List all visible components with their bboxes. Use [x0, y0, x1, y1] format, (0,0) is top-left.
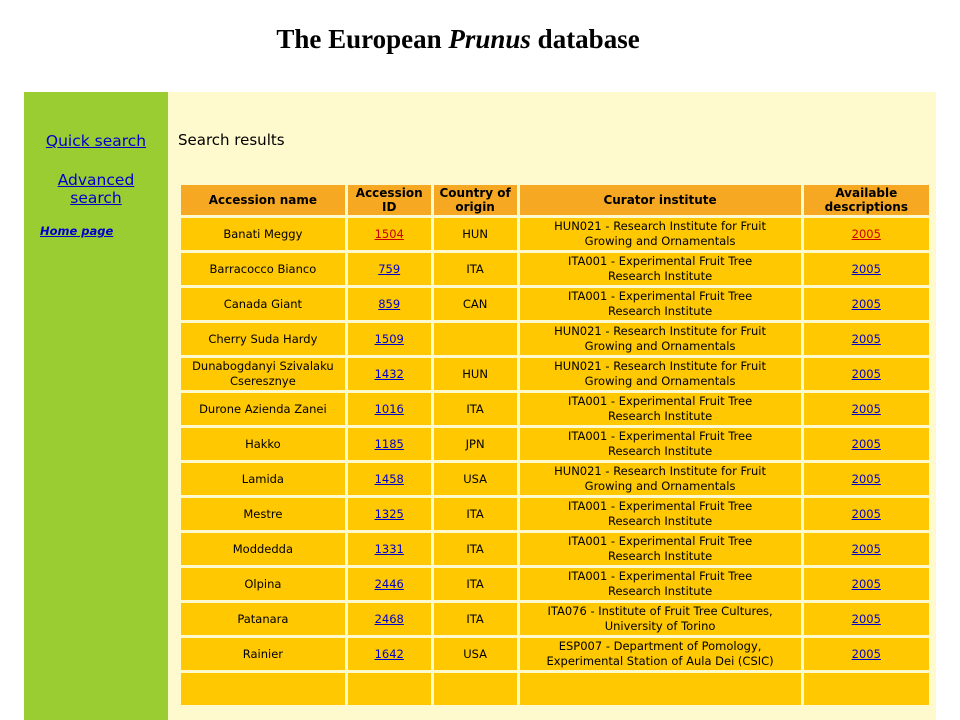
cell-descriptions [804, 603, 929, 635]
cell-accession-id [348, 393, 431, 425]
cell-accession-id [348, 533, 431, 565]
cell-descriptions [804, 288, 929, 320]
header-accession-id [348, 185, 431, 215]
cell-country: USA [434, 463, 517, 495]
curator-line1: ITA001 - Experimental Fruit Tree [567, 569, 753, 583]
accession-id-link[interactable]: 1432 [374, 366, 404, 381]
description-link[interactable]: 2005 [851, 506, 881, 521]
cell-descriptions [804, 323, 929, 355]
cell-country: ITA [434, 498, 517, 530]
cell-accession-name [181, 428, 345, 460]
cell-accession-name [181, 673, 345, 705]
table-row [181, 218, 929, 250]
cell-country: CAN [434, 288, 517, 320]
cell-country: JPN [434, 428, 517, 460]
curator-line2: Research Institute [607, 514, 713, 528]
table-row [181, 393, 929, 425]
browser-page-frame [24, 92, 936, 720]
cell-accession-name [181, 253, 345, 285]
cell-accession-id [348, 323, 431, 355]
advanced-search-line2: search [70, 189, 122, 207]
cell-accession-name [181, 603, 345, 635]
cell-country: ITA [434, 603, 517, 635]
accession-name-line1: Durone Azienda Zanei [199, 401, 327, 416]
cell-accession-name [181, 288, 345, 320]
table-row [181, 603, 929, 635]
curator-line1: ITA001 - Experimental Fruit Tree [567, 499, 753, 513]
description-link[interactable]: 2005 [851, 331, 881, 346]
home-page-link[interactable]: Home page [40, 224, 114, 238]
cell-descriptions [804, 638, 929, 670]
table-row [181, 568, 929, 600]
curator-line1: ESP007 - Department of Pomology, [558, 639, 762, 653]
header-descriptions [804, 185, 929, 215]
cell-curator [520, 498, 801, 530]
curator-line2: Research Institute [607, 584, 713, 598]
table-row [181, 673, 929, 705]
table-row [181, 253, 929, 285]
cell-country: ITA [434, 533, 517, 565]
sidebar [24, 92, 168, 720]
cell-curator [520, 358, 801, 390]
cell-descriptions [804, 393, 929, 425]
accession-name-line2: Cseresznye [229, 374, 296, 388]
cell-descriptions [804, 253, 929, 285]
curator-line2: Growing and Ornamentals [584, 234, 736, 248]
header-curator: Curator institute [520, 185, 801, 215]
cell-descriptions [804, 358, 929, 390]
curator-line1: ITA076 - Institute of Fruit Tree Cultures, [547, 604, 773, 618]
description-link[interactable]: 2005 [851, 296, 881, 311]
cell-accession-id [348, 253, 431, 285]
quick-search-link[interactable]: Quick search [45, 132, 147, 150]
cell-descriptions [804, 428, 929, 460]
cell-descriptions [804, 533, 929, 565]
table-row [181, 638, 929, 670]
cell-curator [520, 253, 801, 285]
description-link[interactable]: 2005 [851, 226, 881, 241]
title-prefix: The European [276, 24, 449, 54]
table-row [181, 288, 929, 320]
cell-curator [520, 603, 801, 635]
accession-id-link[interactable]: 1504 [374, 226, 404, 241]
cell-accession-name [181, 533, 345, 565]
cell-accession-name [181, 638, 345, 670]
cell-accession-id [348, 358, 431, 390]
cell-curator [520, 533, 801, 565]
cell-country: ITA [434, 568, 517, 600]
description-link[interactable]: 2005 [851, 366, 881, 381]
cell-descriptions [804, 568, 929, 600]
table-row [181, 498, 929, 530]
search-results-heading: Search results [178, 131, 285, 149]
cell-country: ITA [434, 393, 517, 425]
cell-country: HUN [434, 218, 517, 250]
accession-id-link[interactable]: 2446 [374, 576, 404, 591]
cell-accession-id [348, 428, 431, 460]
header-accession-name: Accession name [181, 185, 345, 215]
accession-id-link[interactable]: 1325 [374, 506, 404, 521]
cell-curator [520, 428, 801, 460]
curator-line1: ITA001 - Experimental Fruit Tree [567, 429, 753, 443]
cell-curator [520, 673, 801, 705]
description-link[interactable]: 2005 [851, 261, 881, 276]
accession-name-line1: Barracocco Bianco [209, 261, 317, 276]
curator-line1: ITA001 - Experimental Fruit Tree [567, 534, 753, 548]
cell-country: ITA [434, 253, 517, 285]
header-desc-line2: descriptions [824, 200, 908, 214]
curator-line1: HUN021 - Research Institute for Fruit [554, 324, 766, 338]
title-italic: Prunus [448, 24, 531, 54]
cell-country: HUN [434, 358, 517, 390]
cell-accession-name [181, 393, 345, 425]
accession-id-link[interactable]: 1642 [374, 646, 404, 661]
curator-line2: Experimental Station of Aula Dei (CSIC) [546, 654, 774, 668]
accession-id-link[interactable]: 1509 [374, 331, 404, 346]
curator-line2: Growing and Ornamentals [584, 374, 736, 388]
accession-id-link[interactable]: 1185 [374, 436, 404, 451]
cell-accession-id [348, 463, 431, 495]
cell-accession-name [181, 218, 345, 250]
accession-id-link[interactable]: 2468 [374, 611, 404, 626]
cell-country [434, 673, 517, 705]
description-link[interactable]: 2005 [851, 611, 881, 626]
main-content [168, 92, 936, 720]
accession-name-line1: Mestre [243, 506, 283, 521]
accession-name-line1: Moddedda [232, 541, 294, 556]
curator-line1: ITA001 - Experimental Fruit Tree [567, 394, 753, 408]
header-id-line1: Accession [355, 186, 423, 200]
cell-descriptions [804, 498, 929, 530]
description-link[interactable]: 2005 [851, 576, 881, 591]
table-row [181, 428, 929, 460]
header-country-line2: origin [455, 200, 495, 214]
curator-line2: Research Institute [607, 304, 713, 318]
cell-descriptions [804, 673, 929, 705]
curator-line2: Research Institute [607, 409, 713, 423]
accession-id-link[interactable]: 1331 [374, 541, 404, 556]
accession-name-line1: Cherry Suda Hardy [208, 331, 318, 346]
cell-curator [520, 218, 801, 250]
accession-id-link[interactable]: 1016 [374, 401, 404, 416]
cell-curator [520, 568, 801, 600]
slide-title [0, 24, 916, 55]
table-row [181, 463, 929, 495]
cell-curator [520, 393, 801, 425]
description-link[interactable]: 2005 [851, 401, 881, 416]
accession-name-line1: Patanara [237, 611, 289, 626]
curator-line2: Research Institute [607, 269, 713, 283]
curator-line2: University of Torino [604, 619, 716, 633]
curator-line1: HUN021 - Research Institute for Fruit [554, 464, 766, 478]
curator-line2: Research Institute [607, 549, 713, 563]
table-row [181, 323, 929, 355]
cell-accession-id [348, 673, 431, 705]
description-link[interactable]: 2005 [851, 436, 881, 451]
cell-accession-id [348, 498, 431, 530]
description-link[interactable]: 2005 [851, 471, 881, 486]
cell-descriptions [804, 463, 929, 495]
cell-accession-id [348, 603, 431, 635]
accession-id-link[interactable]: 1458 [374, 471, 404, 486]
accession-name-line1: Lamida [241, 471, 284, 486]
cell-accession-id [348, 638, 431, 670]
table-header-row [181, 185, 929, 215]
cell-accession-name [181, 323, 345, 355]
accession-id-link[interactable]: 759 [378, 261, 401, 276]
cell-accession-id [348, 288, 431, 320]
cell-accession-name [181, 568, 345, 600]
header-country [434, 185, 517, 215]
cell-curator [520, 638, 801, 670]
curator-line2: Growing and Ornamentals [584, 479, 736, 493]
header-id-line2: ID [381, 200, 397, 214]
curator-line1: HUN021 - Research Institute for Fruit [554, 219, 766, 233]
accession-id-link[interactable]: 859 [378, 296, 401, 311]
curator-line1: HUN021 - Research Institute for Fruit [554, 359, 766, 373]
cell-accession-id [348, 568, 431, 600]
curator-line2: Growing and Ornamentals [584, 339, 736, 353]
table-row [181, 358, 929, 390]
accession-name-line1: Canada Giant [223, 296, 303, 311]
cell-accession-name [181, 358, 345, 390]
cell-country: USA [434, 638, 517, 670]
curator-line1: ITA001 - Experimental Fruit Tree [567, 289, 753, 303]
header-country-line1: Country of [439, 186, 511, 200]
accession-name-line1: Hakko [245, 436, 281, 451]
description-link[interactable]: 2005 [851, 646, 881, 661]
cell-descriptions [804, 218, 929, 250]
accession-name-line1: Banati Meggy [223, 226, 303, 241]
accession-name-line1: Rainier [242, 646, 284, 661]
description-link[interactable]: 2005 [851, 541, 881, 556]
cell-accession-id [348, 218, 431, 250]
cell-country [434, 323, 517, 355]
cell-curator [520, 288, 801, 320]
cell-accession-name [181, 463, 345, 495]
advanced-search-line1: Advanced [57, 171, 135, 189]
curator-line2: Research Institute [607, 444, 713, 458]
curator-line1: ITA001 - Experimental Fruit Tree [567, 254, 753, 268]
advanced-search-link[interactable] [26, 171, 166, 207]
cell-curator [520, 463, 801, 495]
accession-name-line1: Olpina [244, 576, 282, 591]
header-desc-line1: Available [835, 186, 898, 200]
table-row [181, 533, 929, 565]
accession-name-line1: Dunabogdanyi Szivalaku [192, 359, 334, 373]
results-table [178, 182, 932, 708]
title-suffix: database [530, 24, 640, 54]
cell-curator [520, 323, 801, 355]
cell-accession-name [181, 498, 345, 530]
